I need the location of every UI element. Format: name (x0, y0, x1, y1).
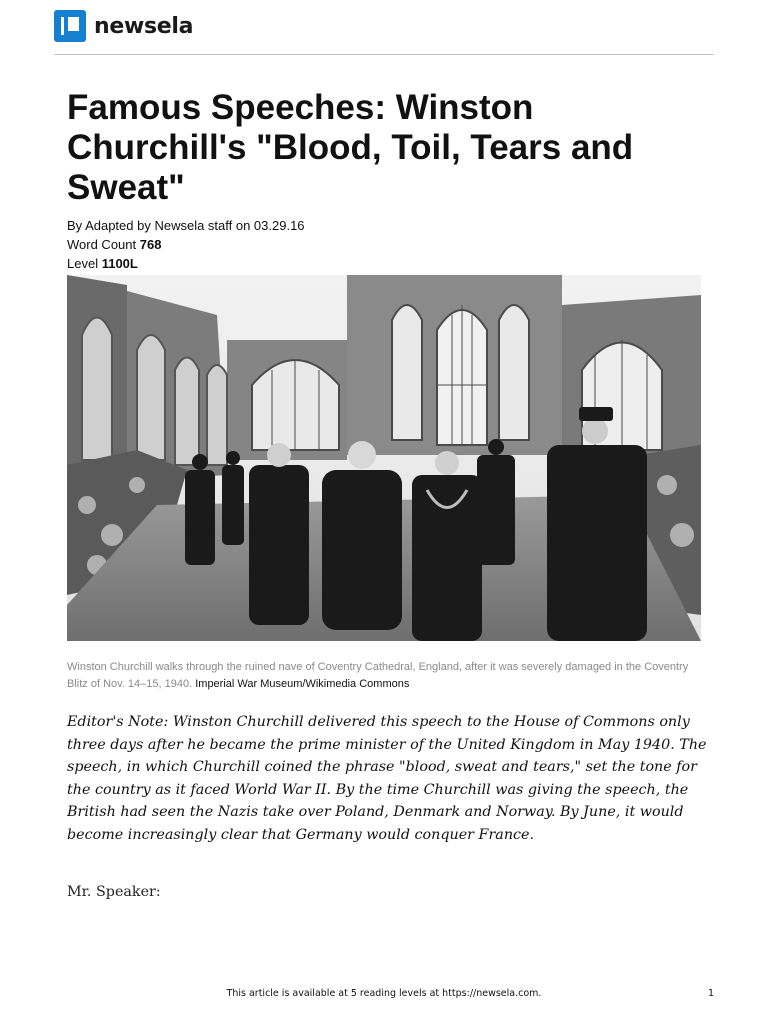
editors-note: Editor's Note: Winston Churchill delivered this speech to the House of Commons only three days after he became the prime minister of the United Kingdom in May 1940. The speech, in which Churchill coined the phrase "blood, sweat and tears," set the tone for the country as it faced World War II. By the time Churchill was giving the speech, the British had seen the Nazis take over Poland, Denmark and Norway. By June, it would become increasingly clear that Germany would conquer France. (67, 714, 707, 843)
word-count-label: Word Count (67, 237, 137, 252)
level-value: 1100L (101, 256, 138, 271)
byline: By Adapted by Newsela staff on 03.29.16 (67, 218, 305, 233)
photo-credit: Imperial War Museum/Wikimedia Commons (195, 678, 410, 690)
caption-text: Winston Churchill walks through the ruined nave of Coventry Cathedral, England, after it was severely damaged in the Coventry Blitz of Nov. 14–15, 1940. (67, 661, 689, 690)
newsela-logo-icon[interactable] (54, 10, 86, 42)
header (54, 10, 193, 42)
word-count-value: 768 (139, 237, 162, 252)
article-photo (67, 275, 701, 641)
speech-opening: Mr. Speaker: (67, 884, 161, 900)
brand-name[interactable]: newsela (94, 13, 194, 39)
header-divider (54, 54, 714, 55)
footer-availability: This article is available at 5 reading levels at https://newsela.com. (226, 988, 542, 999)
level-label: Level (67, 256, 99, 271)
photo-caption (67, 659, 707, 693)
word-count (67, 237, 161, 252)
reading-level (67, 256, 138, 271)
article-title: Famous Speeches: Winston Churchill's "Blood, Toil, Tears and Sweat" (67, 88, 634, 207)
page-number: 1 (708, 988, 715, 999)
